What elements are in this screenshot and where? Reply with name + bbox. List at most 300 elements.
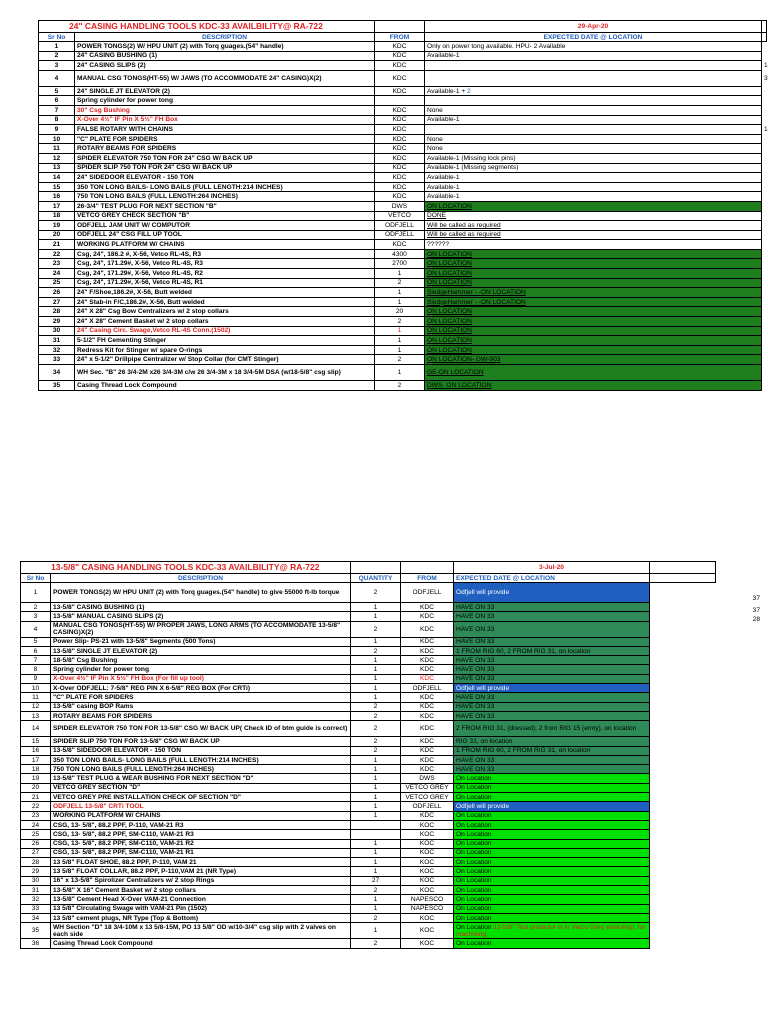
table-row (21, 646, 716, 655)
row-expected (425, 326, 762, 336)
blank-cell (650, 603, 716, 612)
row-from: KDC (375, 240, 425, 250)
blank-cell (650, 621, 716, 637)
row-expected (454, 755, 650, 764)
row-from: KDC (401, 646, 454, 655)
row-from: KDC (375, 115, 425, 125)
row-description: CSG, 13- 5/8", 88.2 PPF, SM-C110, VAM-21 R1 (51, 848, 351, 857)
row-expected (454, 939, 650, 948)
row-from: ODFJELL (375, 230, 425, 240)
row-expected (425, 163, 762, 173)
expected-text: Available-1 (Missing lock pins) (427, 154, 516, 162)
blank-cell (650, 562, 716, 574)
row-description: 13-5/8" SIDEDOOR ELEVATOR - 150 TON (51, 746, 351, 755)
row-from: DWS (375, 201, 425, 211)
blank-cell (650, 674, 716, 683)
expected-text: ON LOCATION (427, 202, 472, 210)
table-row (21, 793, 716, 802)
row-from: KDC (375, 70, 425, 86)
row-quantity: 2 (351, 621, 401, 637)
header-description: DESCRIPTION (51, 574, 351, 583)
row-number: 25 (21, 830, 51, 839)
row-expected (425, 173, 762, 183)
row-number: 23 (21, 811, 51, 820)
row-extra (762, 355, 767, 365)
row-number: 14 (39, 173, 75, 183)
row-from: VETCO GREY (401, 793, 454, 802)
row-description: 13-5/8" TEST PLUG & WEAR BUSHING FOR NEXT SECTION "D" (51, 774, 351, 783)
table-row (21, 848, 716, 857)
title-row (21, 562, 716, 574)
row-quantity: 2 (351, 737, 401, 746)
blank-cell (650, 774, 716, 783)
row-quantity: 2 (351, 711, 401, 720)
row-from: 2 (375, 381, 425, 391)
row-description: 13-5/8" Cement Head X-Over VAM-21 Connection (51, 895, 351, 904)
expected-text: ON LOCATION (427, 279, 472, 287)
row-extra (762, 221, 767, 231)
table-row (21, 895, 716, 904)
row-number: 9 (21, 674, 51, 683)
row-description: FALSE ROTARY WITH CHAINS (75, 125, 375, 135)
expected-text: On Location (456, 886, 492, 894)
row-number: 2 (21, 603, 51, 612)
blank-cell (650, 895, 716, 904)
row-number: 9 (39, 125, 75, 135)
expected-text: Available-1 (Missing segments) (427, 164, 519, 172)
expected-text: ON LOCATION (427, 346, 472, 354)
row-quantity: 1 (351, 755, 401, 764)
blank-cell (650, 858, 716, 867)
row-number: 20 (39, 230, 75, 240)
expected-text: ?????? (427, 241, 450, 249)
row-number: 21 (39, 240, 75, 250)
table-row (39, 201, 767, 211)
expected-text: HAVE ON 33 (456, 656, 495, 664)
blank-cell (650, 612, 716, 621)
expected-text: None (427, 106, 443, 114)
row-description: CSG, 13- 5/8", 88.2 PPF, P-110, VAM-21 R3 (51, 820, 351, 829)
expected-text: HAVE ON 33 (456, 638, 495, 646)
row-number: 20 (21, 783, 51, 792)
row-expected (425, 42, 762, 52)
expected-text: On Location (456, 877, 492, 885)
table-row (21, 693, 716, 702)
row-quantity: 1 (351, 612, 401, 621)
row-number: 24 (39, 269, 75, 279)
row-quantity: 1 (351, 895, 401, 904)
row-extra (762, 86, 767, 96)
expected-text: Odfjell will provide (456, 684, 510, 692)
row-description: Csg, 24", 171.29#, X-56, Vetco RL-4S, R2 (75, 269, 375, 279)
row-quantity: 1 (351, 783, 401, 792)
expected-text: RIG 31, on location (456, 737, 513, 745)
row-from: KOC (401, 886, 454, 895)
table-row (39, 144, 767, 154)
row-description: 24" SIDEDOOR ELEVATOR - 150 TON (75, 173, 375, 183)
row-expected (454, 746, 650, 755)
row-extra: 1 (762, 61, 767, 71)
row-expected (425, 211, 762, 221)
blank-cell (650, 646, 716, 655)
table-row (21, 774, 716, 783)
row-number: 31 (21, 886, 51, 895)
expected-text: ON LOCATION (427, 269, 472, 277)
row-description: X-Over 4½" IF Pin X 5½" FH Box (For fill up tool) (51, 674, 351, 683)
table-row (39, 86, 767, 96)
row-number: 29 (21, 867, 51, 876)
row-quantity: 1 (351, 793, 401, 802)
expected-text: Will be called as required (427, 231, 501, 239)
row-extra (762, 336, 767, 346)
row-from: KDC (401, 755, 454, 764)
row-description: WORKING PLATFORM W/ CHAINS (51, 811, 351, 820)
header-from: FROM (375, 33, 425, 42)
table-row (21, 674, 716, 683)
row-description: 13-5/8" CASING BUSHING (1) (51, 603, 351, 612)
row-extra (762, 307, 767, 317)
table-row (21, 656, 716, 665)
row-expected (425, 70, 762, 86)
row-from: KDC (401, 721, 454, 737)
blank-cell (650, 830, 716, 839)
table-row (21, 737, 716, 746)
row-description: ODFJELL JAM UNIT W/ COMPUTOR (75, 221, 375, 231)
table-row (21, 867, 716, 876)
row-description: WH Section "D" 18 3/4-10M x 13 5/8-15M, PO 13 5/8" OD w/10-3/4" csg slip with 2 valves on each side (51, 923, 351, 939)
row-quantity: 1 (351, 684, 401, 693)
row-quantity: 1 (351, 693, 401, 702)
row-description: Spring cylinder for power tong (51, 665, 351, 674)
row-quantity: 1 (351, 674, 401, 683)
row-description: CSG, 13- 5/8", 88.2 PPF, SM-C110, VAM-21 R2 (51, 839, 351, 848)
row-extra (762, 381, 767, 391)
row-number: 10 (39, 134, 75, 144)
row-from: 2700 (375, 259, 425, 269)
row-quantity (351, 820, 401, 829)
row-quantity: 1 (351, 774, 401, 783)
table-row (39, 182, 767, 192)
row-from: 1 (375, 365, 425, 381)
row-quantity: 1 (351, 858, 401, 867)
row-description: POWER TONGS(2) W/ HPU UNIT (2) with Torq guages.(54" handle) (75, 42, 375, 52)
row-number: 36 (21, 939, 51, 948)
row-number: 12 (39, 153, 75, 163)
row-description: X-Over ODFJELL: 7-5/8" REG PIN X 6-5/8" REG BOX (For CRTi) (51, 684, 351, 693)
blank-cell (650, 923, 716, 939)
row-quantity: 1 (351, 904, 401, 913)
row-number: 27 (39, 297, 75, 307)
row-extra (762, 134, 767, 144)
side-number: 37 (752, 595, 760, 602)
row-from: 1 (375, 345, 425, 355)
expected-text: On Location (456, 905, 492, 913)
expected-text: ON LOCATION (427, 250, 472, 258)
row-from: 2 (375, 355, 425, 365)
row-expected (454, 886, 650, 895)
expected-text: On Location (456, 821, 492, 829)
row-quantity: 1 (351, 839, 401, 848)
row-from: ODFJELL (401, 802, 454, 811)
row-expected (425, 278, 762, 288)
row-from: KDC (375, 105, 425, 115)
blank-cell (762, 33, 767, 42)
blank-cell (650, 811, 716, 820)
table-row (21, 583, 716, 603)
row-from: KDC (401, 737, 454, 746)
row-expected (425, 381, 762, 391)
expected-text: On Location (456, 914, 492, 922)
row-from: KDC (401, 621, 454, 637)
row-expected (454, 665, 650, 674)
row-description: 24" Stab-in F/C,186.2#, X-56, Butt welded (75, 297, 375, 307)
table-title: 24" CASING HANDLING TOOLS KDC-33 AVAILBILITY@ RA-722 (39, 21, 375, 33)
row-description: MANUAL CSG TONGS(HT-55) W/ PROPER JAWS, LONG ARMS (TO ACCOMMODATE 13-5/8" CASING)X(2) (51, 621, 351, 637)
row-description: 13-5/8" SINGLE JT ELEVATOR (2) (51, 646, 351, 655)
row-expected (454, 684, 650, 693)
row-number: 29 (39, 317, 75, 327)
expected-text: Only on power tong available. HPU- 2 Available (427, 42, 566, 50)
row-description: 5-1/2" FH Cementing Stinger (75, 336, 375, 346)
row-number: 18 (21, 765, 51, 774)
row-description: Redress Kit for Stinger w/ spare O-rings (75, 345, 375, 355)
row-from: KDC (401, 693, 454, 702)
row-number: 17 (39, 201, 75, 211)
expected-text: 1 FROM RIG 60, 2 FROM RIG 31, on location (456, 747, 591, 755)
table-row (39, 134, 767, 144)
row-expected (454, 848, 650, 857)
row-extra (762, 144, 767, 154)
row-expected (454, 811, 650, 820)
row-number: 6 (39, 96, 75, 106)
expected-text: SledgeHammer - -ON LOCATION (427, 289, 526, 297)
table-row (39, 365, 767, 381)
row-expected (454, 923, 650, 939)
row-from: KDC (401, 603, 454, 612)
row-extra (762, 115, 767, 125)
row-expected (425, 182, 762, 192)
expected-text: Will be called as required (427, 221, 501, 229)
blank-cell (401, 562, 454, 574)
blank-cell (650, 793, 716, 802)
row-number: 8 (21, 665, 51, 674)
row-description: Csg, 24", 171.29#, X-56, Vetco RL-4S, R1 (75, 278, 375, 288)
row-number: 25 (39, 278, 75, 288)
row-extra (762, 201, 767, 211)
expected-text: ON LOCATION (427, 308, 472, 316)
row-description: 24" CASING BUSHING (1) (75, 51, 375, 61)
blank-cell (650, 848, 716, 857)
row-expected (454, 867, 650, 876)
row-number: 22 (39, 249, 75, 259)
blank-cell (650, 656, 716, 665)
row-expected (454, 774, 650, 783)
row-from: KOC (401, 867, 454, 876)
table-row (21, 783, 716, 792)
table-row (21, 612, 716, 621)
row-expected (425, 288, 762, 298)
expected-text: HAVE ON 33 (456, 675, 495, 683)
expected-text: HAVE ON 33 (456, 612, 495, 620)
table-row (39, 96, 767, 106)
row-description: 24" X 28" Csg Bow Centralizers w/ 2 stop collars (75, 307, 375, 317)
table-row (21, 886, 716, 895)
row-quantity: 1 (351, 811, 401, 820)
table-row (39, 173, 767, 183)
header-description: DESCRIPTION (75, 33, 375, 42)
row-quantity: 27 (351, 876, 401, 885)
row-number: 34 (39, 365, 75, 381)
row-from: 1 (375, 297, 425, 307)
expected-text: On Location (456, 784, 492, 792)
row-quantity: 1 (351, 802, 401, 811)
expected-text: ON LOCATION (427, 260, 472, 268)
expected-extra: 13-5/8" Test protector is in Vetco Grey workshop, for machining. (456, 923, 646, 938)
row-from: KDC (375, 86, 425, 96)
row-description: 13-5/8" casing BOP Rams (51, 702, 351, 711)
blank-cell (650, 904, 716, 913)
row-from: ODFJELL (401, 583, 454, 603)
row-from: KDC (401, 674, 454, 683)
row-description: SPIDER SLIP 750 TON FOR 13-5/8" CSG W/ BACK UP (51, 737, 351, 746)
row-expected (425, 297, 762, 307)
row-extra (762, 230, 767, 240)
table-row (21, 621, 716, 637)
row-expected (425, 355, 762, 365)
row-from: KOC (401, 858, 454, 867)
row-expected (454, 839, 650, 848)
row-from: 20 (375, 307, 425, 317)
row-expected (454, 583, 650, 603)
expected-text: HAVE ON 33 (456, 756, 495, 764)
row-from: KDC (375, 61, 425, 71)
expected-text: Odfjell will provide (456, 802, 510, 810)
row-number: 33 (39, 355, 75, 365)
expected-text: HAVE ON 33 (456, 666, 495, 674)
row-number: 34 (21, 913, 51, 922)
row-extra (762, 317, 767, 327)
row-expected (454, 830, 650, 839)
row-expected (425, 144, 762, 154)
row-from: KDC (401, 656, 454, 665)
row-number: 16 (21, 746, 51, 755)
side-number: 28 (752, 616, 760, 623)
expected-text: HAVE ON 33 (456, 712, 495, 720)
row-expected (425, 125, 762, 135)
blank-cell (650, 783, 716, 792)
row-expected (425, 269, 762, 279)
table-row (21, 702, 716, 711)
row-from: KDC (401, 637, 454, 646)
row-extra (762, 163, 767, 173)
row-description: CSG, 13- 5/8", 88.2 PPF, SM-C110, VAM-21 R3 (51, 830, 351, 839)
table-row (21, 830, 716, 839)
row-from: 2 (375, 317, 425, 327)
table-row (39, 115, 767, 125)
row-expected (425, 259, 762, 269)
row-from: KDC (401, 711, 454, 720)
row-extra (762, 288, 767, 298)
expected-text: Available-1 (427, 173, 460, 181)
row-from: 2 (375, 278, 425, 288)
table-row (39, 259, 767, 269)
row-description: ODFJELL 13-5/8" CRTi TOOL (51, 802, 351, 811)
blank-cell (650, 702, 716, 711)
blank-cell (650, 913, 716, 922)
table-row (21, 765, 716, 774)
expected-text: 2 FROM RIG 31, (dressed), 2 from RIG 15 (emty), on location (456, 725, 637, 733)
row-description: 24" CASING SLIPS (2) (75, 61, 375, 71)
table-row (21, 820, 716, 829)
row-from: KDC (375, 134, 425, 144)
row-expected (454, 802, 650, 811)
expected-text: ON LOCATION (427, 317, 472, 325)
row-number: 14 (21, 721, 51, 737)
row-extra (762, 42, 767, 52)
expected-text: Available-1 (427, 52, 460, 60)
table-row (21, 802, 716, 811)
row-quantity: 1 (351, 656, 401, 665)
row-number: 32 (39, 345, 75, 355)
row-quantity: 1 (351, 665, 401, 674)
row-description: 350 TON LONG BAILS- LONG BAILS (FULL LENGTH:214 INCHES) (75, 182, 375, 192)
row-extra (762, 297, 767, 307)
row-description: ROTARY BEAMS FOR SPIDERS (51, 711, 351, 720)
row-number: 31 (39, 336, 75, 346)
row-number: 21 (21, 793, 51, 802)
row-description: VETCO GREY SECTION "D" (51, 783, 351, 792)
expected-text: Available-1 (427, 193, 460, 201)
expected-text: HAVE ON 33 (456, 765, 495, 773)
row-expected (425, 249, 762, 259)
table-row (39, 249, 767, 259)
row-extra (762, 278, 767, 288)
row-expected (454, 621, 650, 637)
row-description: Csg, 24", 171.29#, X-56, Vetco RL-4S, R3 (75, 259, 375, 269)
row-quantity: 2 (351, 939, 401, 948)
row-number: 17 (21, 755, 51, 764)
row-number: 15 (39, 182, 75, 192)
casing-1358-table (20, 561, 716, 949)
row-extra (762, 182, 767, 192)
table-row (21, 637, 716, 646)
expected-extra: 2 (467, 87, 471, 95)
table-row (21, 923, 716, 939)
blank-cell (650, 711, 716, 720)
header-quantity: QUANTITY (351, 574, 401, 583)
row-description: 13 5/8" FLOAT SHOE, 88.2 PPF, P-110, VAM 21 (51, 858, 351, 867)
table-row (21, 811, 716, 820)
row-extra: 3 (762, 70, 767, 86)
expected-text: HAVE ON 33 (456, 625, 495, 633)
row-description: VETCO GREY PRE INSTALLATION CHECK OF SECTION "D" (51, 793, 351, 802)
row-number: 24 (21, 820, 51, 829)
row-number: 3 (21, 612, 51, 621)
row-description: "C" PLATE FOR SPIDERS (51, 693, 351, 702)
table-row (39, 163, 767, 173)
row-number: 33 (21, 904, 51, 913)
row-from: KOC (401, 876, 454, 885)
row-description: 24" F/Shoe,186.2#, X-56, Butt welded (75, 288, 375, 298)
row-from: KOC (401, 830, 454, 839)
row-from: NAPESCO (401, 904, 454, 913)
table-row (21, 858, 716, 867)
row-from: KOC (401, 939, 454, 948)
table-row (21, 939, 716, 948)
row-number: 5 (39, 86, 75, 96)
row-quantity: 1 (351, 637, 401, 646)
table-row (21, 721, 716, 737)
